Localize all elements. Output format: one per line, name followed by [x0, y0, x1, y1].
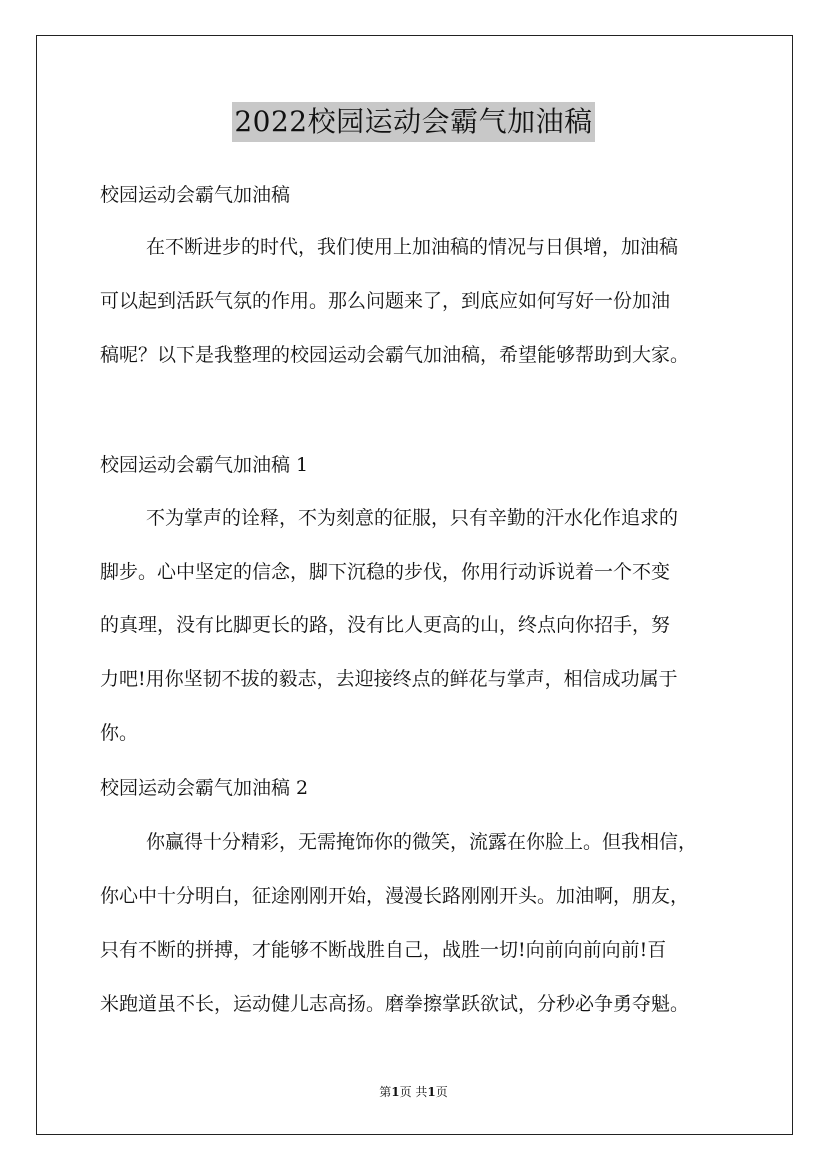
document-title: 2022校园运动会霸气加油稿 — [232, 102, 594, 142]
section2-heading: 校园运动会霸气加油稿 2 — [100, 777, 309, 799]
section2-line-1: 你赢得十分精彩，无需掩饰你的微笑，流露在你脸上。但我相信， — [146, 831, 698, 853]
intro-heading: 校园运动会霸气加油稿 — [100, 184, 291, 206]
footer-page-current: 1 — [391, 1085, 400, 1099]
intro-line-1: 在不断进步的时代，我们使用上加油稿的情况与日俱增，加油稿 — [146, 236, 679, 258]
section1-line-2: 脚步。心中坚定的信念，脚下沉稳的步伐，你用行动诉说着一个不变 — [100, 561, 671, 583]
section1-heading: 校园运动会霸气加油稿 1 — [100, 454, 309, 476]
section2-line-2: 你心中十分明白，征途刚刚开始，漫漫长路刚刚开头。加油啊，朋友， — [100, 885, 690, 907]
footer-page-mid: 页 共 — [399, 1085, 428, 1099]
title-container — [0, 102, 827, 142]
footer-page-total: 1 — [427, 1085, 436, 1099]
page-footer — [0, 1084, 827, 1100]
section2-line-4: 米跑道虽不长，运动健儿志高扬。磨拳擦掌跃欲试，分秒必争勇夺魁。 — [100, 993, 690, 1015]
footer-page-prefix: 第 — [379, 1085, 392, 1099]
intro-line-2: 可以起到活跃气氛的作用。那么问题来了，到底应如何写好一份加油 — [100, 290, 671, 312]
section1-line-3: 的真理，没有比脚更长的路，没有比人更高的山，终点向你招手，努 — [100, 614, 671, 636]
footer-page-suffix: 页 — [435, 1085, 448, 1099]
section2-line-3: 只有不断的拼搏，才能够不断战胜自己，战胜一切!向前向前向前!百 — [100, 939, 667, 961]
section1-line-1: 不为掌声的诠释，不为刻意的征服，只有辛勤的汗水化作追求的 — [146, 507, 679, 529]
intro-line-3: 稿呢？以下是我整理的校园运动会霸气加油稿，希望能够帮助到大家。 — [100, 344, 690, 366]
section1-line-5: 你。 — [100, 722, 139, 744]
section1-line-4: 力吧!用你坚韧不拔的毅志，去迎接终点的鲜花与掌声，相信成功属于 — [100, 668, 678, 690]
